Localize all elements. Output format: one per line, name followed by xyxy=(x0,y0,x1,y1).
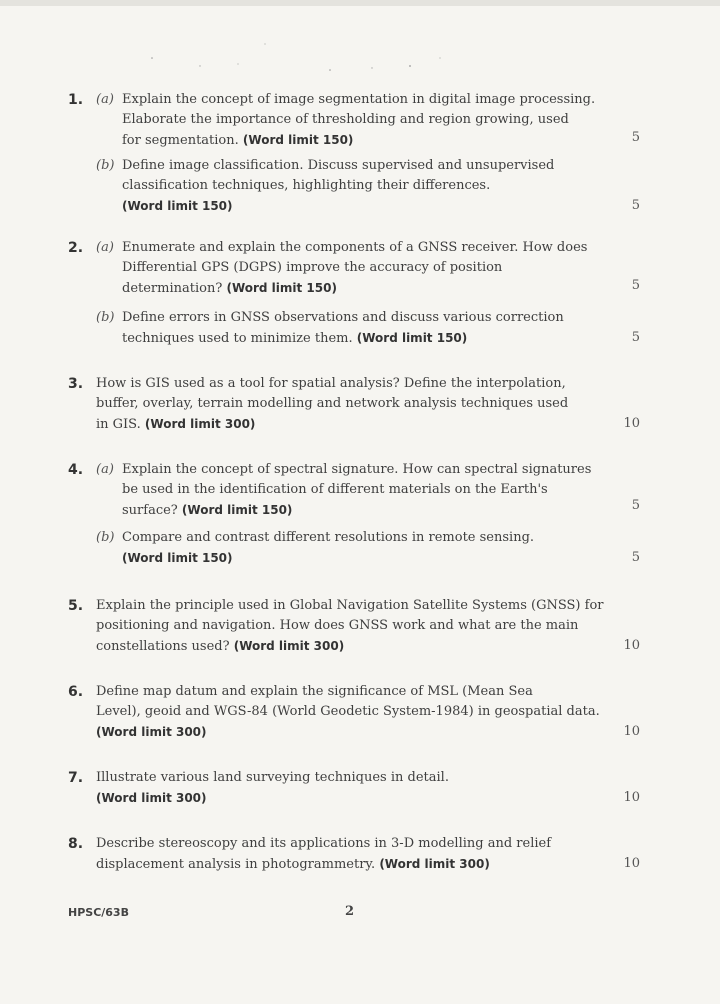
word-limit: (Word limit 150) xyxy=(181,503,293,517)
marks: 5 xyxy=(631,330,640,345)
word-limit: (Word limit 300) xyxy=(96,791,207,805)
page-edge xyxy=(0,0,720,6)
marks: 5 xyxy=(631,550,640,565)
question-number: 1. xyxy=(68,92,84,108)
marks: 5 xyxy=(631,198,640,213)
word-limit: (Word limit 300) xyxy=(96,725,207,739)
part-label: (a) xyxy=(96,462,114,477)
marks: 10 xyxy=(623,856,640,871)
question-text: Compare and contrast different resolutions in remote sensing. (Word limit 150) xyxy=(122,530,535,565)
part-label: (b) xyxy=(96,158,115,173)
question-text: Define errors in GNSS observations and discuss various correction techniques used to minimize them. (Word limit 150) xyxy=(122,310,564,346)
word-limit: (Word limit 300) xyxy=(144,417,256,431)
marks: 10 xyxy=(623,790,640,805)
word-limit: (Word limit 300) xyxy=(233,639,345,653)
question-number: 4. xyxy=(68,462,84,478)
question-number: 8. xyxy=(68,836,84,852)
question-text: Describe stereoscopy and its applications in 3-D modelling and relief displacement analysis in photogrammetry. (Word limit 300) xyxy=(96,836,552,872)
question-text: How is GIS used as a tool for spatial analysis? Define the interpolation, buffer, overlay, terrain modelling and network analysis techniques used in GIS. (Word limit 300) xyxy=(96,376,569,432)
question-number: 7. xyxy=(68,770,84,786)
question-number: 5. xyxy=(68,598,84,614)
part-label: (b) xyxy=(96,310,115,325)
marks: 5 xyxy=(631,130,640,145)
marks: 5 xyxy=(631,498,640,513)
marks: 10 xyxy=(623,724,640,739)
question-number: 3. xyxy=(68,376,84,392)
word-limit: (Word limit 150) xyxy=(226,281,337,295)
question-text: Define image classification. Discuss supervised and unsupervised classification techniques, highlighting their differences. (Word limit 150) xyxy=(122,158,555,213)
question-text: Enumerate and explain the components of a GNSS receiver. How does Differential GPS (DGPS) improve the accuracy of position determination? (Word limit 150) xyxy=(122,240,588,296)
marks: 10 xyxy=(623,638,640,653)
question-text: Explain the principle used in Global Navigation Satellite Systems (GNSS) for positioning and navigation. How does GNSS work and what are the main constellations used? (Word limit 300) xyxy=(96,598,604,654)
paper-code: HPSC/63B xyxy=(68,906,129,919)
word-limit: (Word limit 150) xyxy=(122,199,233,213)
part-label: (b) xyxy=(96,530,115,545)
question-text: Explain the concept of spectral signature. How can spectral signatures be used in the identification of different materials on the Earth's surface? (Word limit 150) xyxy=(122,462,592,518)
question-text: Define map datum and explain the significance of MSL (Mean Sea Level), geoid and WGS-84 (World Geodetic System-1984) in geospatial data. (Word limit 300) xyxy=(96,684,600,739)
word-limit: (Word limit 150) xyxy=(122,551,233,565)
marks: 5 xyxy=(631,278,640,293)
scan-specks xyxy=(140,40,520,80)
part-label: (a) xyxy=(96,92,114,107)
question-number: 2. xyxy=(68,240,84,256)
part-label: (a) xyxy=(96,240,114,255)
question-number: 6. xyxy=(68,684,84,700)
marks: 10 xyxy=(623,416,640,431)
word-limit: (Word limit 300) xyxy=(379,857,490,871)
question-text: Explain the concept of image segmentation in digital image processing. Elaborate the importance of thresholding and region growing, used for segmentation. (Word limit 150) xyxy=(122,92,596,148)
question-text: Illustrate various land surveying techniques in detail. (Word limit 300) xyxy=(96,770,449,805)
word-limit: (Word limit 150) xyxy=(242,133,354,147)
page-number: 2 xyxy=(345,904,355,919)
word-limit: (Word limit 150) xyxy=(356,331,468,345)
